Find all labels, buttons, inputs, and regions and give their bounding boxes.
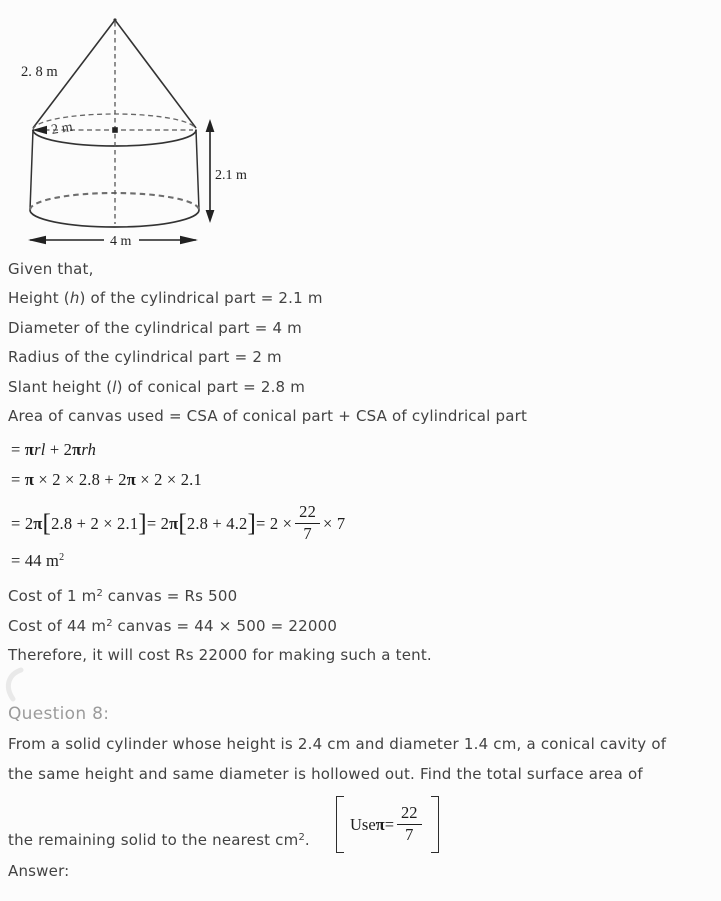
line-given: Given that,: [8, 260, 94, 278]
eq-canvas-1: = πrl + 2πrh: [11, 440, 97, 459]
fraction-22-7: $\frac{22}{7}$: [295, 503, 320, 544]
line-therefore: Therefore, it will cost Rs 22000 for making such a tent.: [8, 646, 432, 664]
question8-line-1: From a solid cylinder whose height is 2.4 cm and diameter 1.4 cm, a conical cavity of: [8, 735, 667, 753]
question8-line-3: the remaining solid to the nearest $cm^2$.: [8, 831, 310, 849]
line-answer: Answer:: [8, 862, 70, 880]
line-area: Area of canvas used = CSA of conical part + CSA of cylindrical part: [8, 407, 528, 425]
line-radius: Radius of the cylindrical part = 2 m: [8, 348, 282, 366]
left-bracket: [336, 796, 344, 853]
height-arrow: [206, 119, 215, 223]
center-dot: [112, 127, 118, 133]
line-cost-1: Cost of 1 $m^2$ canvas = Rs 500: [8, 587, 238, 605]
question8-heading: Question 8:: [8, 704, 110, 724]
watermark-arc: [0, 660, 40, 710]
slant-label: 2. 8 m: [21, 64, 58, 80]
line-diameter: Diameter of the cylindrical part = 4 m: [8, 319, 302, 337]
use-pi-box: Use π = $\frac{22}{7}$: [336, 796, 439, 853]
eq-canvas-3: = 2 π [ 2.8 + 2 × 2.1 ] = 2 π [ 2.8 + 4.2 ] = 2 × $\frac{22}{7}$ × 7: [11, 501, 346, 543]
radius-label: 2 m: [50, 119, 74, 138]
diameter-label: 4 m: [110, 234, 132, 249]
height-label: 2.1 m: [215, 168, 247, 183]
question8-line-2: the same height and same diameter is hollowed out. Find the total surface area of: [8, 765, 643, 783]
line-slant: Slant height (l) of conical part = 2.8 m: [8, 378, 306, 396]
right-bracket: [431, 796, 439, 853]
fraction-22-7: $\frac{22}{7}$: [397, 804, 422, 845]
line-height: Height (h) of the cylindrical part = 2.1 m: [8, 289, 323, 307]
eq-canvas-2: = π × 2 × 2.8 + 2π × 2 × 2.1: [11, 470, 202, 489]
tent-diagram: [0, 0, 262, 258]
line-cost-2: Cost of 44 $m^2$ canvas = 44 × 500 = 22000: [8, 617, 338, 635]
eq-canvas-4: = 44 $m^2$: [11, 551, 65, 570]
